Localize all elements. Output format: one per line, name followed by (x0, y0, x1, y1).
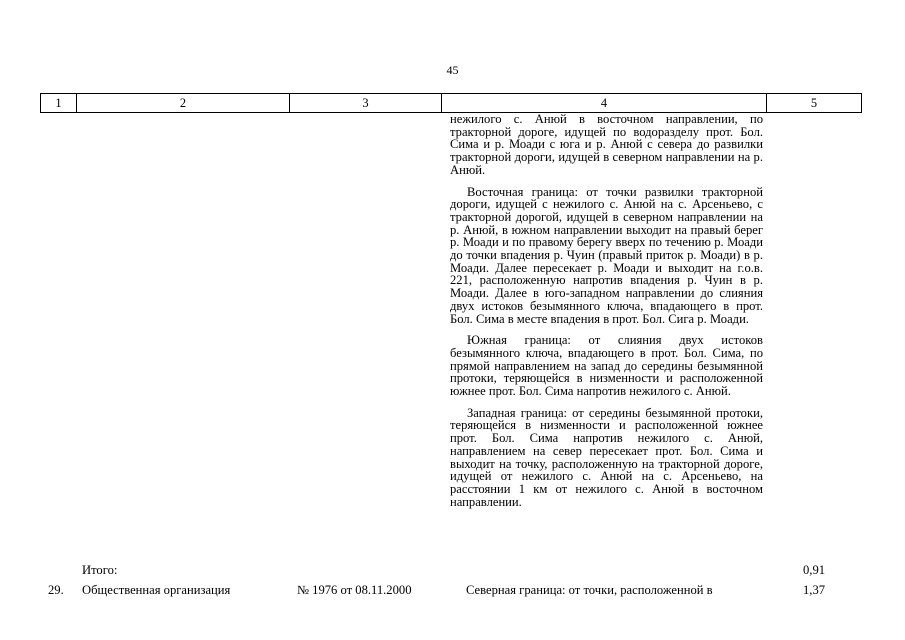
total-value: 0,91 (803, 563, 826, 577)
west-boundary: Западная граница: от середины безымянной протоки, теряющейся в низменности и расположенной южнее прот. Бол. Сима напротив нежилого с. Анюй, направлением на север пересекает прот. Бол. Сима и выходит на точку, расположенную на тракторной дороге, идущей от нежилого с. Анюй на с. Арсеньево, на расстоянии 1 км от нежилого с. Анюй в восточном направлении. (450, 405, 763, 509)
page-number: 45 (446, 63, 459, 77)
header-col-3: 3 (290, 94, 442, 113)
header-col-1: 1 (41, 94, 77, 113)
east-boundary: Восточная граница: от точки развилки тракторной дороги, идущей с нежилого с. Анюй на с. Арсеньево, с тракторной дорогой, идущей в северном направлении на р. Анюй, в южном направлении выходит на правый берег р. Моади и по правому берегу вверх по течению р. Моади до точки впадения р. Чуин (правый приток р. Моади) в р. Моади. Далее пересекает р. Моади и выходит на г.о.в. 221, расположенную напротив впадения р. Чуин в р. Моади. Далее в юго-западном направлении до слияния двух истоков безымянного ключа, впадающего в прот. Бол. Сима в месте впадения в прот. Бол. Сига р. Моади. (450, 184, 763, 326)
total-label: Итого: (82, 563, 118, 577)
south-boundary: Южная граница: от слияния двух истоков безымянного ключа, впадающего в прот. Бол. Сима, по прямой направлением на запад до середины безымянной протоки, теряющейся в низменности и расположенной южнее прот. Бол. Сима напротив нежилого с. Анюй. (450, 333, 763, 399)
row-29-document: № 1976 от 08.11.2000 (297, 583, 412, 597)
row-29-number: 29. (48, 583, 64, 597)
header-col-2: 2 (77, 94, 290, 113)
row-29-organization: Общественная организация (82, 583, 231, 597)
table-header (40, 93, 862, 113)
header-col-4: 4 (442, 94, 767, 113)
header-col-5: 5 (767, 94, 862, 113)
row-29-value: 1,37 (803, 583, 826, 597)
boundary-description (450, 113, 763, 517)
row-29-description: Северная граница: от точки, расположенной в (466, 583, 713, 597)
north-boundary-continuation: нежилого с. Анюй в восточном направлении, по тракторной дороге, идущей по водоразделу прот. Бол. Сима и р. Моади с юга и р. Анюй с севера до развилки тракторной дороги, идущей в северном направлении на р. Анюй. (450, 112, 763, 177)
